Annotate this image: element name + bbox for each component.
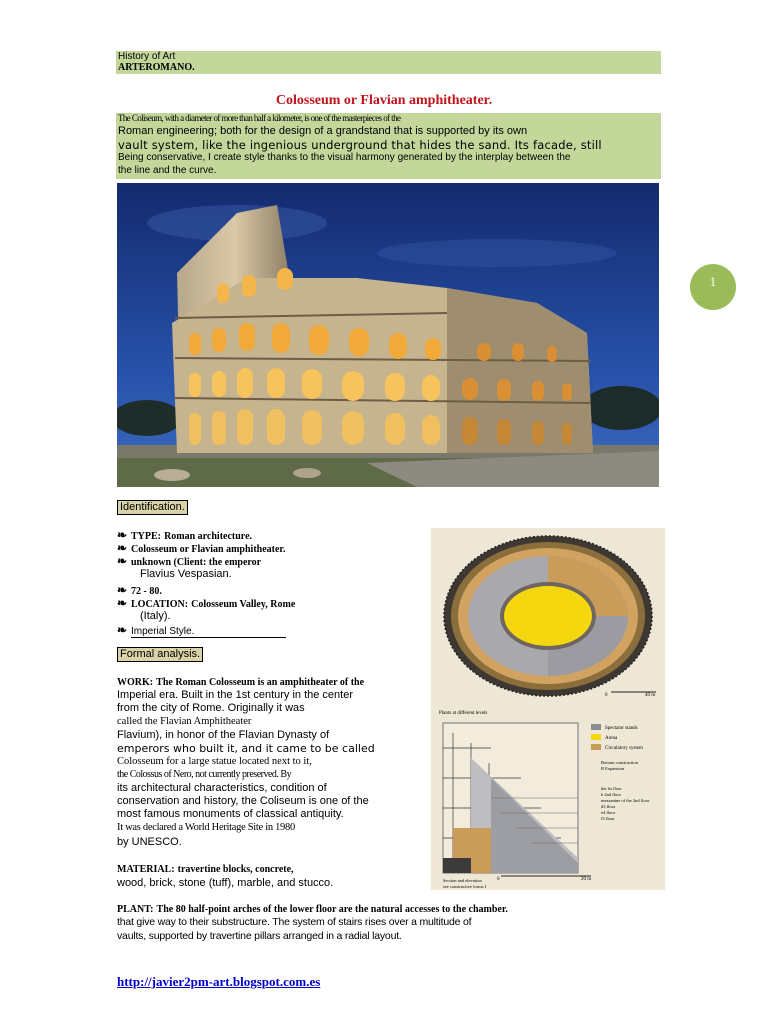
bullet-icon: ❧ <box>117 596 128 610</box>
scale-label: 0 <box>497 877 500 882</box>
scale-label: 20 m <box>581 877 592 882</box>
list-item: ❧ unknown (Client: the emperor <box>117 554 262 568</box>
legend-label: Arena <box>605 736 618 741</box>
work-line: Flavium), in honor of the Flavian Dynasty of <box>117 729 330 741</box>
legend-label: Circulatory system <box>605 746 643 751</box>
work-line: Colosseum for a large statue located next to it, <box>117 756 312 767</box>
colosseum-photo <box>117 183 659 487</box>
list-item: ❧ 72 - 80. <box>117 583 162 597</box>
work-line: by UNESCO. <box>117 836 182 848</box>
work-line: conservation and history, the Coliseum is one of the <box>117 795 369 807</box>
work-line: from the city of Rome. Originally it was <box>117 702 305 714</box>
intro-line: The Coliseum, with a diameter of more than half a kilometer, is one of the masterpieces of the <box>118 113 401 123</box>
legend-swatch <box>591 744 601 750</box>
formal-analysis-heading: Formal analysis. <box>117 647 203 662</box>
legend-label: Spectator stands <box>605 726 638 731</box>
list-item-continuation: Flavius Vespasian. <box>140 568 232 580</box>
plan-note: mezzanine of the 2nd floor <box>601 798 650 803</box>
header-subject: History of Art <box>116 51 661 62</box>
bullet-icon: ❧ <box>117 528 128 542</box>
header-section: ARTEROMANO. <box>116 62 661 74</box>
colosseum-plan-figure <box>431 528 665 890</box>
page-title: Colosseum or Flavian amphitheater. <box>275 93 493 108</box>
intro-line: Roman engineering; both for the design of a grandstand that is supported by its own <box>118 125 528 137</box>
list-item: ❧ TYPE: Roman architecture. <box>117 528 253 542</box>
list-item: ❧ LOCATION: Colosseum Valley, Rome <box>117 596 296 610</box>
scale-label: 40 m <box>645 693 656 698</box>
plan-note: e4 floor <box>601 810 616 815</box>
plan-note: Bottom construction <box>601 760 638 765</box>
plan-caption: see constructive forms I <box>443 884 487 889</box>
intro-box <box>116 113 661 179</box>
material-line: MATERIAL: travertine blocks, concrete, <box>117 864 294 875</box>
blog-link[interactable]: http://javier2pm-art.blogspot.com.es <box>117 974 321 989</box>
plant-line: vaults, supported by travertine pillars arranged in a radial layout. <box>117 930 402 942</box>
work-line: called the Flavian Amphitheater <box>117 716 252 727</box>
legend-swatch <box>591 724 601 730</box>
plan-caption: Plants at different levels <box>439 711 488 716</box>
list-item-continuation: (Italy). <box>140 610 171 622</box>
work-line: Imperial era. Built in the 1st century in the center <box>117 689 354 701</box>
intro-line: vault system, like the ingenious underground that hides the sand. Its facade, still <box>118 138 602 152</box>
identification-heading: Identification. <box>117 500 188 515</box>
bullet-icon: ❧ <box>117 583 128 597</box>
plan-caption: Section and elevation <box>443 878 482 883</box>
plan-note: the lst floor <box>601 786 622 791</box>
work-line: the Colossus of Nero, not currently preserved. By <box>117 769 292 780</box>
intro-line: Being conservative, I create style thanks to the visual harmony generated by the interplay between the <box>118 152 571 163</box>
bullet-icon: ❧ <box>117 554 128 568</box>
intro-line: the line and the curve. <box>118 165 217 176</box>
work-line: WORK: The Roman Colosseum is an amphitheater of the <box>117 677 365 688</box>
plant-line: PLANT: The 80 half-point arches of the lower floor are the natural accesses to the chamber. <box>117 904 508 915</box>
material-line: wood, brick, stone (tuff), marble, and stucco. <box>117 877 334 889</box>
bullet-icon: ❧ <box>117 541 128 555</box>
plan-note: f5 floor <box>601 816 615 821</box>
list-item: ❧ Imperial Style. <box>117 623 286 638</box>
legend-swatch <box>591 734 601 740</box>
plan-note: b 2nd floor <box>601 792 621 797</box>
work-line: emperors who built it, and it came to be called <box>117 742 375 755</box>
plant-line: that give way to their substructure. The system of stairs rises over a multitude of <box>117 916 472 928</box>
work-line: most famous monuments of classical antiquity. <box>117 808 344 820</box>
bullet-icon: ❧ <box>117 623 128 637</box>
scale-label: 0 <box>605 693 608 698</box>
work-line: its architectural characteristics, condition of <box>117 782 327 794</box>
work-line: It was declared a World Heritage Site in 1980 <box>117 822 295 833</box>
plan-note: d3 floor <box>601 804 616 809</box>
plan-note: B Expansion <box>601 766 625 771</box>
page-number-badge: 1 <box>690 264 736 310</box>
list-item: ❧ Colosseum or Flavian amphitheater. <box>117 541 286 555</box>
